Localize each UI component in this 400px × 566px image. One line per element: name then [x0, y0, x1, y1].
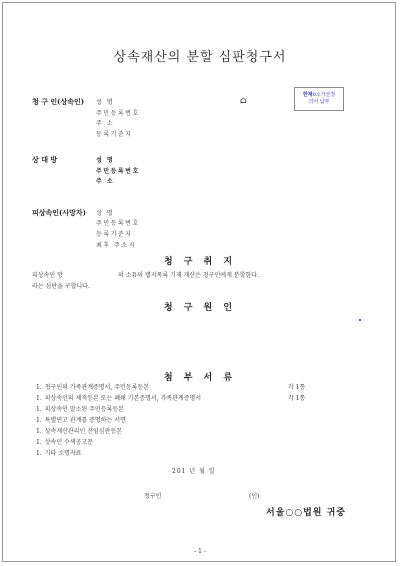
decedent-label: 피상속인(사망자) — [32, 208, 86, 217]
attachment-bullet: 1. — [36, 428, 42, 435]
signature-seal: (인) — [249, 493, 260, 500]
attachment-text: 피상속인 말소된 주민등록등본 — [44, 406, 124, 413]
document-title: 상속재산의 분할 심판청구서 — [113, 50, 287, 65]
claim-cause-heading: 청 구 원 인 — [163, 303, 237, 313]
claimant-label: 청 구 인(상속인) — [32, 97, 85, 106]
attachment-item — [36, 426, 122, 435]
attachment-bullet: 1. — [36, 406, 42, 413]
filing-date: 201 년 월 일 — [172, 468, 216, 475]
attachment-item — [36, 437, 93, 446]
attachment-item — [36, 382, 149, 391]
respondent-field-address: 주 소 — [96, 178, 115, 185]
decedent-field-registry: 등록기준지 — [96, 231, 133, 238]
attachment-text: 기타 소명자료 — [44, 450, 82, 457]
attachment-item — [36, 448, 81, 457]
decedent-field-name: 성 명 — [96, 210, 114, 217]
respondent-field-name: 성 명 — [96, 157, 115, 164]
attachment-text: 청구인의 가족관계증명서, 주민등록등본 — [44, 384, 149, 391]
decedent-field-id: 주민등록번호 — [96, 220, 140, 227]
page-number: - 1 - — [194, 548, 206, 555]
signature-label: 청구인 — [144, 493, 162, 500]
decedent-field-last-address: 최후 주소지 — [96, 242, 136, 249]
attachment-count: 각 1통 — [288, 395, 306, 402]
seal-icon: ⌂ — [240, 96, 247, 106]
attachment-bullet: 1. — [36, 439, 42, 446]
claimant-field-id: 주민등록번호 — [96, 110, 140, 117]
attachment-bullet: 1. — [36, 450, 42, 457]
attachment-count: 각 1통 — [288, 384, 306, 391]
claim-purpose-text-2: 라는 심판을 구합니다. — [32, 283, 90, 290]
attachment-text: 상속인 수색공고문 — [44, 439, 94, 446]
attachment-bullet: 1. — [36, 395, 42, 402]
attachment-item — [36, 415, 126, 424]
respondent-label: 상 대 방 — [32, 155, 58, 164]
attachment-bullet: 1. — [36, 384, 42, 391]
claim-purpose-text-b: 의 소유의 별지목록 기재 재산은 청구인에게 분할한다. — [118, 272, 259, 279]
stamp-line2: 의어 납부 — [308, 99, 330, 105]
claimant-field-name: 성 명 — [96, 99, 114, 106]
attachment-item — [36, 404, 124, 413]
claimant-field-registry: 등록기준지 — [96, 131, 133, 138]
blue-dot-mark — [359, 319, 361, 321]
attachment-text: 피상속인의 제적등본 또는 폐쇄 기본증명서, 가족관계증명서 — [44, 395, 202, 402]
respondent-field-id: 주민등록번호 — [96, 168, 140, 175]
fee-stamp-box — [294, 87, 344, 111]
attachment-text: 상속재산관리인 선임심판등본 — [44, 428, 122, 435]
attachments-heading: 첨 부 서 류 — [163, 373, 237, 383]
claim-purpose-text-a: 피상속인 망 — [32, 272, 63, 279]
court-addressee: 서울○○법원 귀중 — [266, 508, 347, 518]
attachment-item — [36, 393, 201, 402]
claim-purpose-heading: 청 구 취 지 — [163, 257, 237, 267]
stamp-line1-bold: 한재 — [302, 92, 313, 98]
claimant-field-address: 주 소 — [96, 120, 114, 127]
attachment-text: 특별연고 관계를 증명하는 서면 — [44, 417, 126, 424]
attachment-bullet: 1. — [36, 417, 42, 424]
stamp-line1: 0소가산정 — [312, 92, 336, 98]
